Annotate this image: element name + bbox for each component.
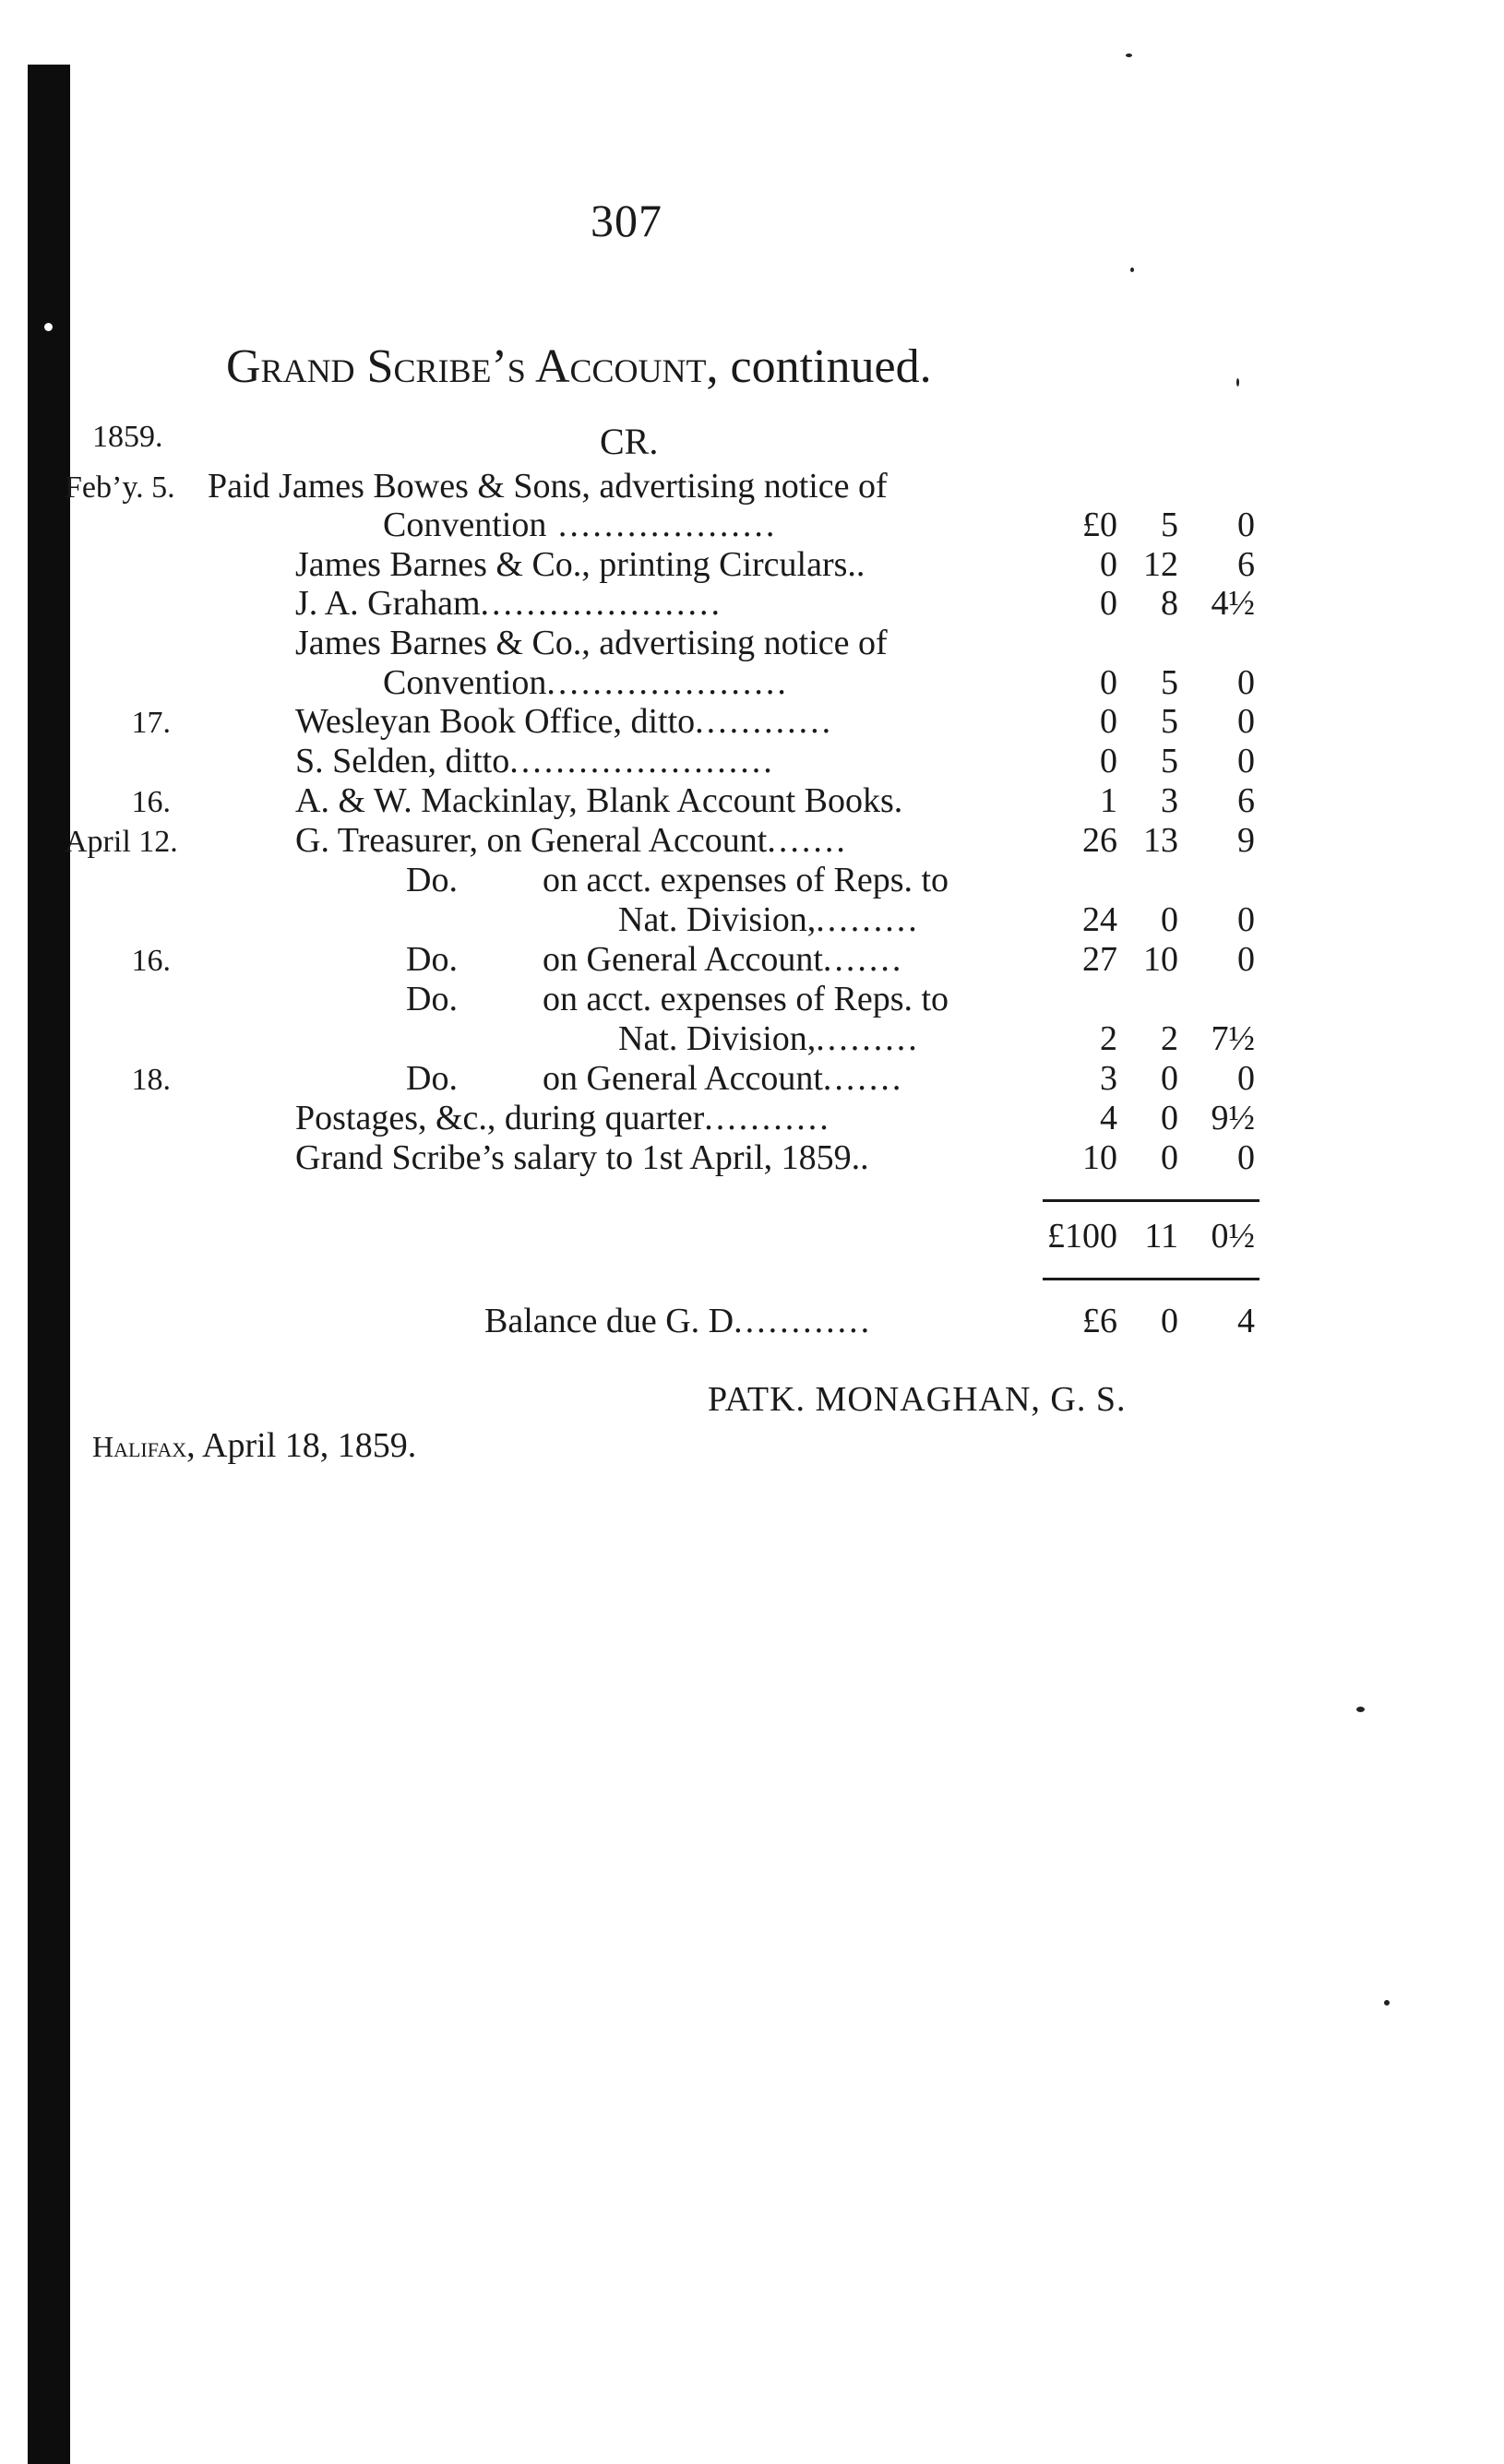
- entry-description: [383, 662, 789, 703]
- amount-pence: 4½: [1211, 584, 1255, 623]
- entry-description-text: Wesleyan Book Office, ditto: [295, 702, 696, 741]
- page-title-main: Grand Scribe’s Account: [226, 340, 707, 393]
- amount-pounds: 0: [1100, 663, 1117, 702]
- entry-description: [543, 1058, 903, 1099]
- dot-leader: .........: [816, 900, 920, 939]
- total-pounds: £100: [1047, 1217, 1117, 1256]
- amount-pence: 0: [1237, 1138, 1255, 1177]
- total-pence: 0½: [1211, 1217, 1255, 1256]
- entry-description: [383, 505, 777, 545]
- amount-pounds: 4: [1100, 1099, 1117, 1137]
- total-rule-bottom: [1043, 1278, 1259, 1280]
- amount-pounds: £0: [1082, 506, 1117, 544]
- signatory: PATK. MONAGHAN, G. S.: [708, 1380, 1127, 1419]
- amount-shillings: 12: [1143, 545, 1178, 584]
- amount-pence: 0: [1237, 663, 1255, 702]
- binding-edge: [28, 65, 70, 2464]
- entry-description: [618, 899, 920, 940]
- entry-description-text: Nat. Division,: [618, 1019, 817, 1058]
- amount-shillings: 5: [1161, 663, 1178, 702]
- entry-description: [618, 1018, 920, 1059]
- ink-speck: [1384, 2000, 1390, 2006]
- amount-pence: 0: [1237, 900, 1255, 939]
- ink-speck: [1126, 54, 1132, 57]
- entry-description-text: Convention: [383, 506, 547, 544]
- page-number: 307: [591, 195, 662, 246]
- dot-leader: .......: [822, 1059, 904, 1098]
- entry-description-text: J. A. Graham: [295, 584, 481, 623]
- entry-description-text: G. Treasurer, on General Account: [295, 821, 768, 860]
- dot-leader: .....................: [546, 663, 789, 702]
- entry-description: [295, 820, 848, 861]
- dot-leader: .........: [816, 1019, 920, 1058]
- amount-pounds: 1: [1100, 781, 1117, 820]
- entry-description-text: Postages, &c., during quarter: [295, 1099, 705, 1137]
- amount-pounds: 24: [1082, 900, 1117, 939]
- entry-description-text: on General Account: [543, 1059, 823, 1098]
- entry-date: 16.: [131, 785, 171, 819]
- balance-pence: 4: [1237, 1302, 1255, 1340]
- entry-description: on acct. expenses of Reps. to: [543, 980, 949, 1018]
- dot-leader: .......................: [509, 742, 775, 780]
- ink-speck: [1130, 268, 1134, 272]
- amount-pence: 7½: [1211, 1019, 1255, 1058]
- entry-description: [295, 583, 722, 624]
- amount-pounds: 0: [1100, 702, 1117, 741]
- amount-pounds: 0: [1100, 545, 1117, 584]
- amount-pounds: 0: [1100, 584, 1117, 623]
- entry-description: [295, 1098, 831, 1138]
- entry-description-text: S. Selden, ditto: [295, 742, 510, 780]
- amount-shillings: 5: [1161, 702, 1178, 741]
- amount-shillings: 3: [1161, 781, 1178, 820]
- entry-ditto: Do.: [406, 980, 458, 1018]
- place-date: [92, 1425, 416, 1466]
- amount-shillings: 10: [1143, 940, 1178, 979]
- place-name: Halifax: [92, 1430, 187, 1463]
- entry-description: [295, 701, 833, 742]
- entry-date: 17.: [131, 706, 171, 740]
- amount-shillings: 5: [1161, 742, 1178, 780]
- total-rule-top: [1043, 1199, 1259, 1202]
- entry-description: [295, 741, 775, 781]
- amount-pence: 0: [1237, 702, 1255, 741]
- total-shillings: 11: [1144, 1217, 1178, 1256]
- amount-pence: 9: [1237, 821, 1255, 860]
- amount-shillings: 2: [1161, 1019, 1178, 1058]
- entry-description: Paid James Bowes & Sons, advertising notice of: [208, 467, 888, 506]
- dot-leader: .......: [767, 821, 848, 860]
- amount-pounds: 2: [1100, 1019, 1117, 1058]
- balance-label-text: Balance due G. D: [484, 1302, 734, 1340]
- amount-pence: 0: [1237, 506, 1255, 544]
- amount-pence: 0: [1237, 940, 1255, 979]
- dot-leader: .......: [822, 940, 904, 979]
- amount-pounds: 3: [1100, 1059, 1117, 1098]
- page-title: [226, 339, 932, 394]
- amount-pence: 9½: [1211, 1099, 1255, 1137]
- entry-ditto: Do.: [406, 861, 458, 899]
- entry-description: James Barnes & Co., advertising notice of: [295, 624, 888, 662]
- dot-leader: ...................: [546, 506, 778, 544]
- entry-description-text: on General Account: [543, 940, 823, 979]
- dot-leader: .....................: [480, 584, 723, 623]
- entry-description: Grand Scribe’s salary to 1st April, 1859..: [295, 1138, 869, 1177]
- entry-date: Feb’y. 5.: [65, 470, 175, 505]
- entry-description-text: Nat. Division,: [618, 900, 817, 939]
- entry-date: 16.: [131, 944, 171, 978]
- dot-leader: ............: [734, 1302, 873, 1340]
- entry-description: on acct. expenses of Reps. to: [543, 861, 949, 899]
- entry-description: James Barnes & Co., printing Circulars..: [295, 545, 865, 584]
- dot-leader: ............: [695, 702, 834, 741]
- entry-ditto: Do.: [406, 940, 458, 979]
- amount-pence: 6: [1237, 781, 1255, 820]
- entry-ditto: Do.: [406, 1059, 458, 1098]
- amount-shillings: 8: [1161, 584, 1178, 623]
- amount-pounds: 10: [1082, 1138, 1117, 1177]
- amount-shillings: 0: [1161, 1059, 1178, 1098]
- amount-shillings: 13: [1143, 821, 1178, 860]
- page-title-suffix: , continued.: [706, 340, 932, 393]
- amount-pounds: 26: [1082, 821, 1117, 860]
- date-line: , April 18, 1859.: [186, 1426, 417, 1465]
- amount-shillings: 0: [1161, 900, 1178, 939]
- balance-label: [484, 1301, 872, 1341]
- entry-description: [543, 939, 903, 980]
- amount-pounds: 27: [1082, 940, 1117, 979]
- amount-pence: 0: [1237, 742, 1255, 780]
- amount-shillings: 0: [1161, 1099, 1178, 1137]
- ledger-year: 1859.: [92, 420, 163, 454]
- amount-pence: 6: [1237, 545, 1255, 584]
- balance-shillings: 0: [1161, 1302, 1178, 1340]
- ink-speck: [1236, 378, 1239, 387]
- credit-heading: CR.: [600, 421, 659, 462]
- entry-date: April 12.: [65, 825, 178, 859]
- binding-hole: [44, 323, 53, 331]
- dot-leader: ...........: [704, 1099, 831, 1137]
- amount-pence: 0: [1237, 1059, 1255, 1098]
- amount-pounds: 0: [1100, 742, 1117, 780]
- entry-description-text: Convention: [383, 663, 547, 702]
- entry-description: A. & W. Mackinlay, Blank Account Books.: [295, 781, 903, 820]
- amount-shillings: 5: [1161, 506, 1178, 544]
- amount-shillings: 0: [1161, 1138, 1178, 1177]
- entry-date: 18.: [131, 1063, 171, 1097]
- balance-pounds: £6: [1082, 1302, 1117, 1340]
- ink-speck: [1356, 1707, 1365, 1712]
